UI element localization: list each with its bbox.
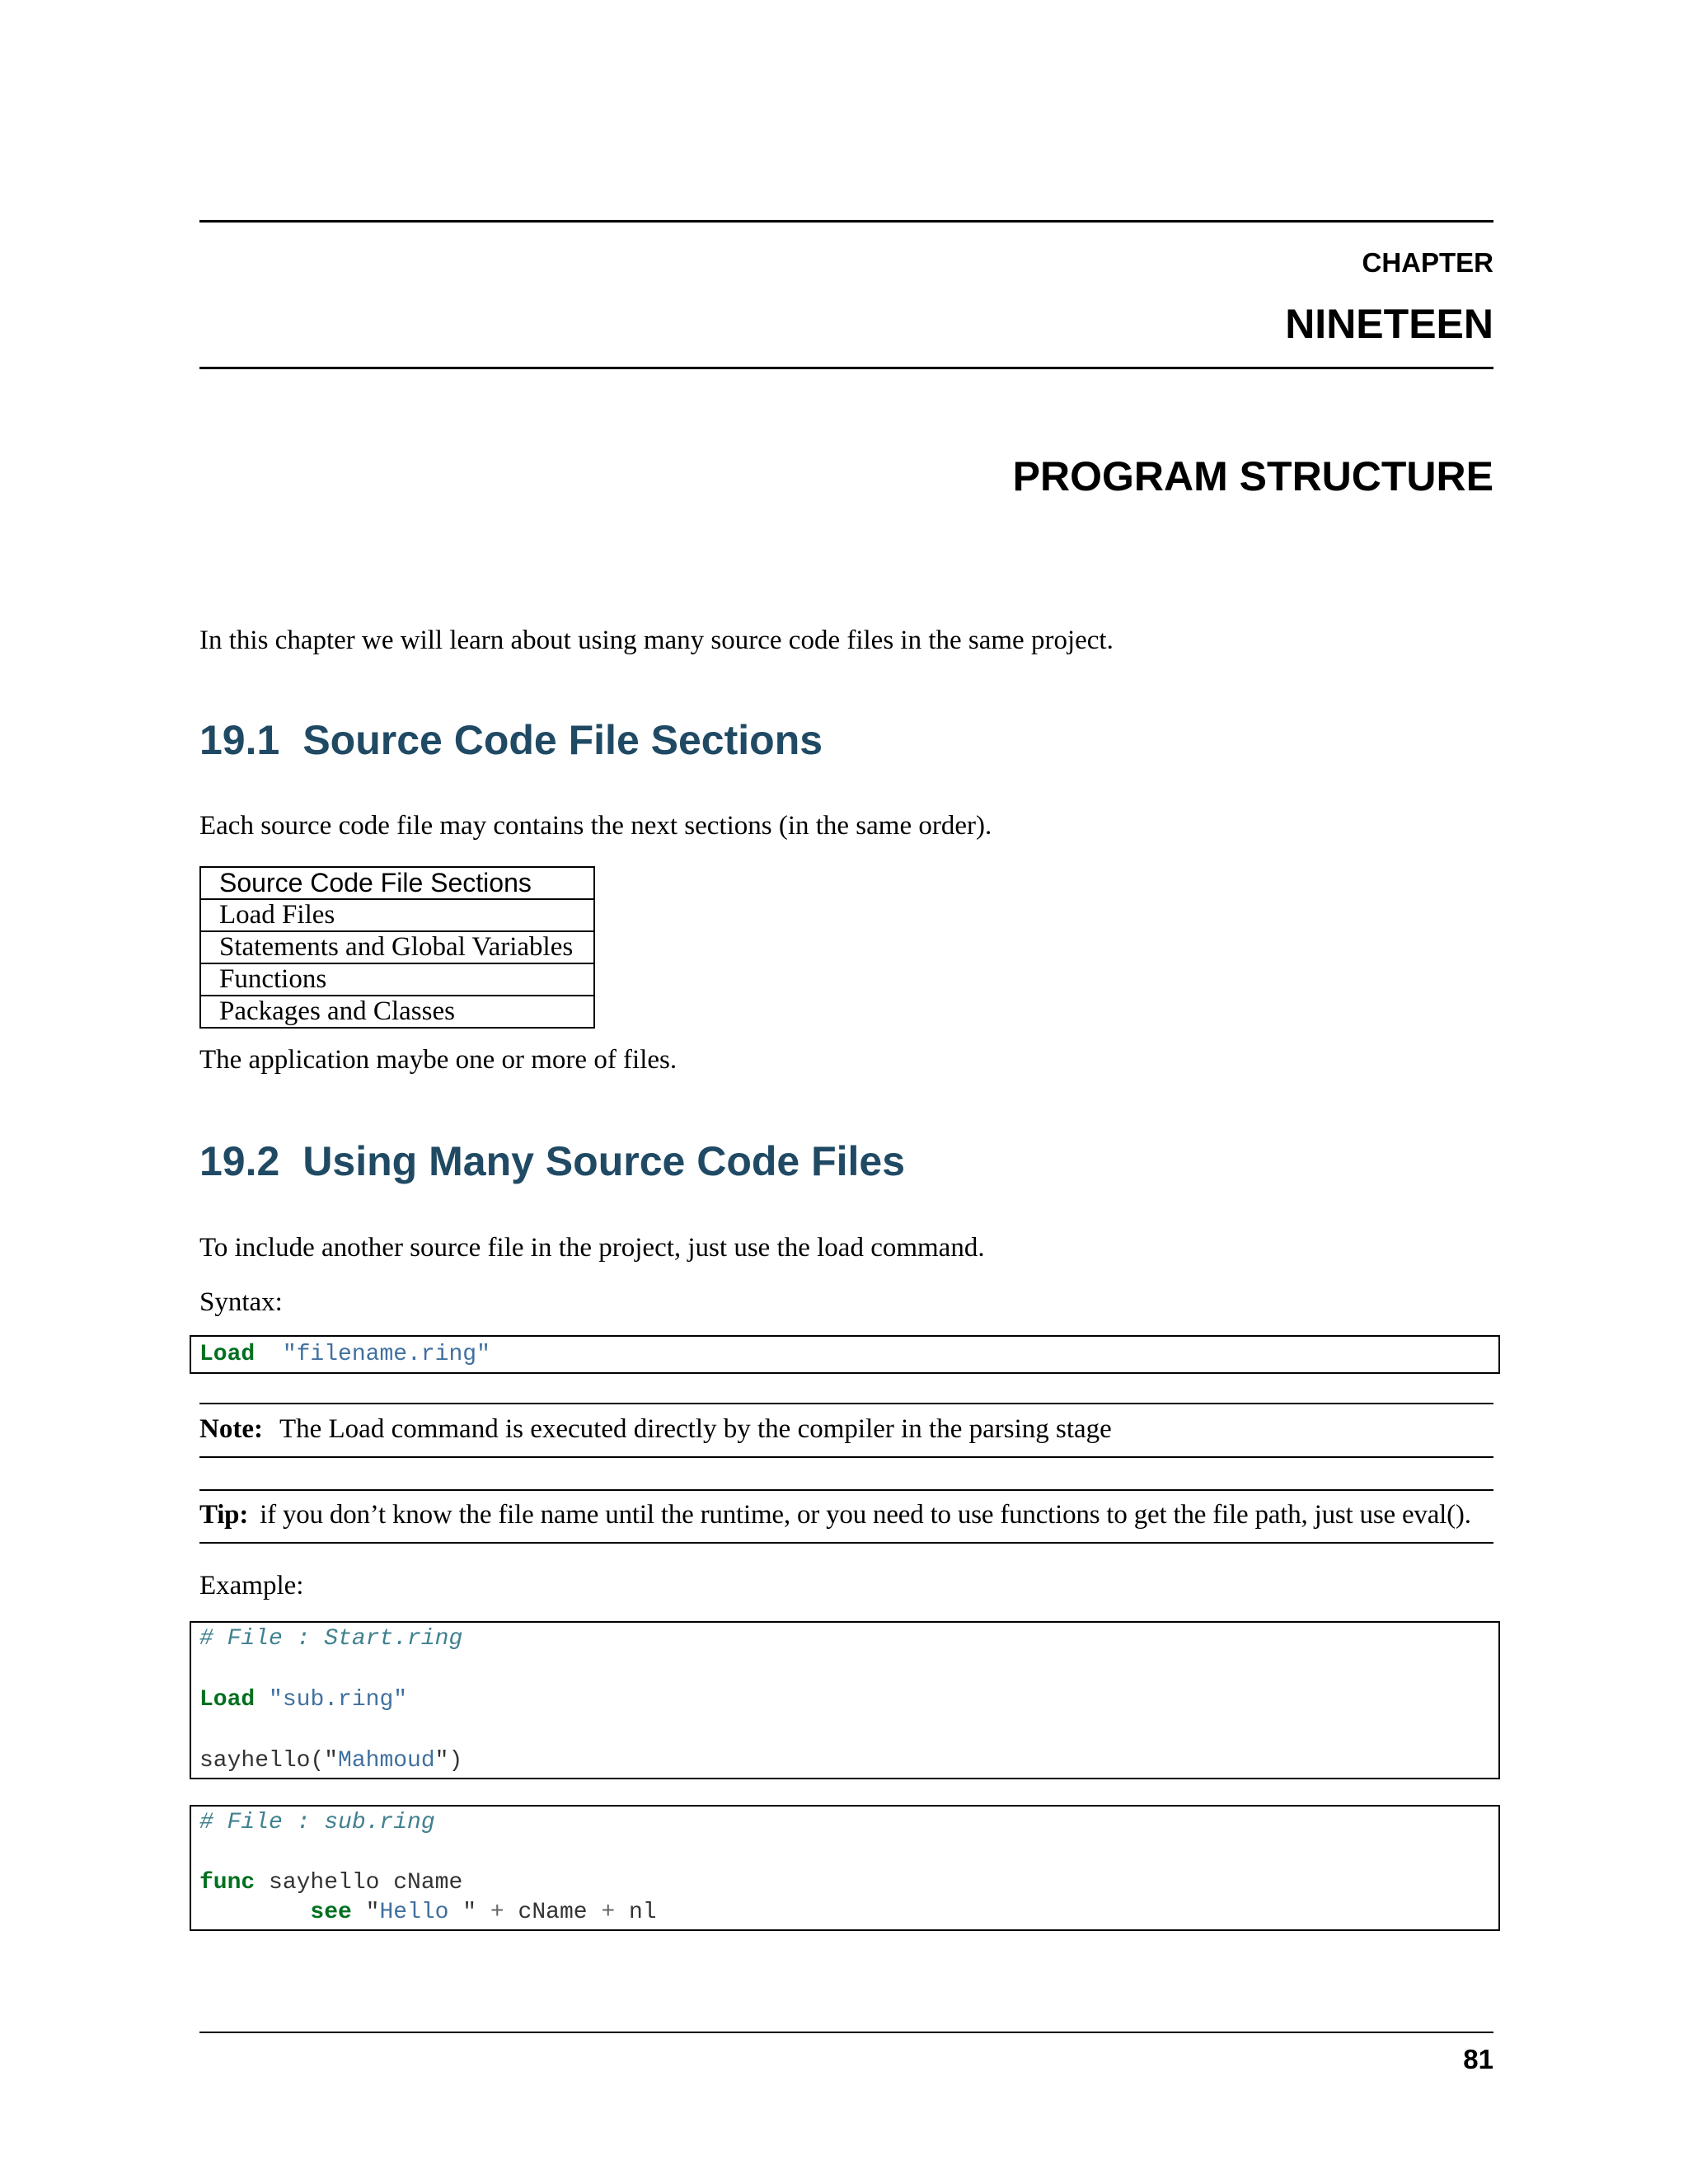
code-indent: [199, 1900, 310, 1925]
tip-admonition: [199, 1498, 1471, 1531]
code-line-blank: [191, 1654, 1498, 1685]
code-string: Hello: [379, 1900, 463, 1925]
section-number: 19.2: [199, 1138, 280, 1184]
example-label: Example:: [199, 1571, 304, 1601]
tip-bottom-rule: [199, 1542, 1493, 1544]
page-number: 81: [1463, 2044, 1493, 2074]
section2-lead: To include another source file in the project, just use the load command.: [199, 1233, 985, 1263]
code-line: [191, 1685, 1498, 1715]
code-string: "filename.ring": [282, 1342, 490, 1367]
chapter-label: CHAPTER: [1362, 247, 1493, 278]
tip-label: Tip:: [199, 1500, 249, 1530]
example-code-block-start: [190, 1621, 1500, 1779]
sections-table: [199, 866, 595, 1029]
note-top-rule: [199, 1403, 1493, 1404]
code-space: [255, 1342, 283, 1367]
code-line-blank: [191, 1715, 1498, 1746]
code-comment: # File : Start.ring: [199, 1626, 463, 1652]
code-line: [191, 1624, 1498, 1654]
code-paren: ): [448, 1748, 463, 1774]
table-cell: Functions: [200, 963, 594, 996]
code-comment: # File : sub.ring: [199, 1810, 435, 1835]
tip-text: if you don’t know the file name until the runtime, or you need to use functions to get the file path, just use eval().: [260, 1500, 1471, 1530]
table-cell: Load Files: [200, 899, 594, 931]
table-row: [200, 899, 594, 931]
code-keyword: Load: [199, 1342, 256, 1367]
section-number: 19.1: [199, 717, 280, 763]
code-operator: +: [476, 1900, 518, 1925]
code-line-blank: [191, 1838, 1498, 1868]
section-title: Using Many Source Code Files: [302, 1138, 906, 1184]
code-quote: ": [434, 1748, 449, 1774]
section-title: Source Code File Sections: [302, 717, 823, 763]
table-cell: Packages and Classes: [200, 996, 594, 1028]
section1-lead: Each source code file may contains the next sections (in the same order).: [199, 811, 992, 841]
note-admonition: [199, 1413, 1112, 1446]
code-line: [191, 1898, 1498, 1928]
code-quote: ": [365, 1900, 380, 1925]
section-heading-19-2: [199, 1137, 905, 1185]
example-code-block-sub: [190, 1805, 1500, 1931]
syntax-code-block: [190, 1335, 1500, 1374]
table-header-row: [200, 867, 594, 899]
table-row: [200, 931, 594, 963]
code-quote: ": [462, 1900, 477, 1925]
intro-paragraph: In this chapter we will learn about using many source code files in the same project.: [199, 626, 1114, 655]
chapter-title: PROGRAM STRUCTURE: [1012, 453, 1493, 499]
code-variable: cName: [518, 1900, 588, 1925]
table-cell: Statements and Global Variables: [200, 931, 594, 963]
code-keyword: Load: [199, 1687, 256, 1713]
table-header-cell: Source Code File Sections: [200, 867, 594, 899]
code-text: sayhello cName: [255, 1870, 463, 1896]
footer-rule: [199, 2032, 1493, 2033]
note-label: Note:: [199, 1414, 263, 1444]
syntax-label: Syntax:: [199, 1287, 283, 1317]
code-keyword: see: [310, 1900, 352, 1925]
code-keyword: func: [199, 1870, 256, 1896]
code-line: [191, 1807, 1498, 1838]
code-line: [191, 1746, 1498, 1776]
code-line: [191, 1339, 1498, 1370]
table-row: [200, 996, 594, 1028]
code-operator: +: [587, 1900, 629, 1925]
section1-after: The application maybe one or more of files.: [199, 1045, 678, 1075]
code-string: "sub.ring": [269, 1687, 408, 1713]
code-string: Mahmoud: [338, 1748, 435, 1774]
code-call: sayhello(: [199, 1748, 325, 1774]
section-heading-19-1: [199, 716, 823, 764]
chapter-number: NINETEEN: [1285, 301, 1493, 347]
chapter-top-rule: [199, 220, 1493, 223]
chapter-bottom-rule: [199, 367, 1493, 369]
note-bottom-rule: [199, 1456, 1493, 1458]
table-row: [200, 963, 594, 996]
code-variable: nl: [628, 1900, 657, 1925]
code-quote: ": [324, 1748, 339, 1774]
note-text: The Load command is executed directly by the compiler in the parsing stage: [279, 1414, 1112, 1444]
tip-top-rule: [199, 1489, 1493, 1491]
code-line: [191, 1868, 1498, 1898]
